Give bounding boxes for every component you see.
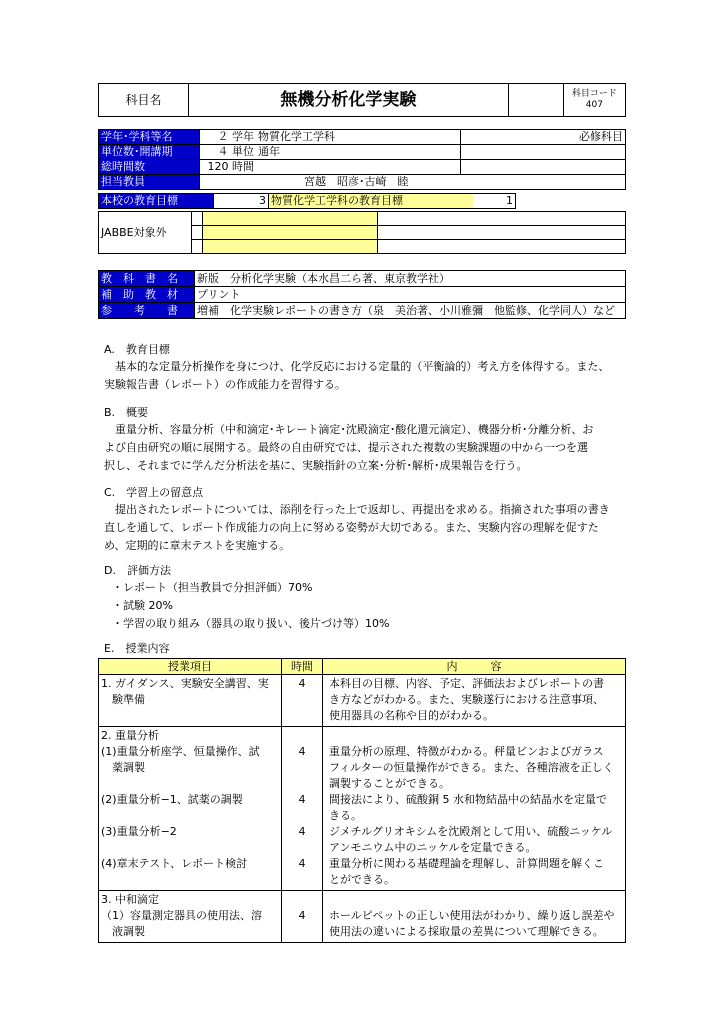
section-d-line: ・レポート（担当教員で分担評価）70%: [112, 581, 313, 594]
schedule-item-line: 験準備: [101, 693, 145, 706]
schedule-table: [98, 658, 626, 943]
info-table: [98, 129, 626, 190]
books-table: [98, 270, 626, 319]
supplement-label: 補 助 教 材: [99, 287, 195, 303]
schedule-hours: [282, 727, 323, 891]
schedule-content-line: 使用器具の名称や目的がわかる。: [329, 709, 494, 722]
section-d-line: ・学習の取り組み（器具の取り扱い、後片づけ等）10%: [112, 617, 390, 630]
dept-goal-value: 1: [473, 194, 516, 209]
schedule-header-item: 授業項目: [99, 659, 282, 675]
schedule-hours: 4: [282, 675, 323, 727]
spacer: [101, 776, 279, 792]
subject-code-label: 科目コード: [571, 89, 617, 99]
jabbe-cell: [203, 212, 378, 226]
section-c-title: C. 学習上の留意点: [104, 486, 204, 499]
table-row: [99, 675, 626, 727]
textbook-value: 新版 分析化学実験（本水昌二ら著、東京教学社）: [195, 271, 626, 287]
spacer: [329, 728, 621, 744]
spacer: [101, 808, 279, 824]
spacer: [329, 892, 621, 908]
subject-title: 無機分析化学実験: [189, 84, 509, 117]
jabbe-cell: [192, 212, 203, 226]
schedule-hours-line: 4: [298, 909, 306, 922]
section-d-title: D. 評価方法: [104, 564, 171, 577]
spacer: [284, 760, 320, 792]
schedule-content-line: 調製することができる。: [329, 777, 450, 790]
schedule-hours-line: 4: [298, 857, 306, 870]
info-label-hours: 総時間数: [99, 160, 200, 175]
spacer: [284, 840, 320, 856]
info-grade-value: ２ 学年: [200, 130, 257, 145]
goals-table: [98, 193, 516, 209]
jabbe-cell: [378, 240, 626, 254]
section-c-line: 提出されたレポートについては、添削を行った上で返却し、再提出を求める。指摘された事項の書き: [104, 503, 610, 516]
schedule-item-line: （1）容量測定器具の使用法、溶: [101, 909, 262, 922]
section-a-body: [104, 358, 624, 394]
section-e-title: E. 授業内容: [104, 642, 170, 655]
section-a-title: A. 教育目標: [104, 343, 170, 356]
info-required-badge: 必修科目: [461, 130, 626, 145]
schedule-content-line: アンモニウム中のニッケルを定量できる。: [329, 841, 537, 854]
section-a-line: 基本的な定量分析操作を身につけ、化学反応における定量的（平衡論的）考え方を体得する。また、: [104, 360, 610, 373]
supplement-value: プリント: [195, 287, 626, 303]
schedule-hours-line: 4: [298, 825, 306, 838]
section-b-title: B. 概要: [104, 406, 149, 419]
schedule-item-line: 1. ガイダンス、実験安全講習、実: [101, 677, 269, 690]
school-goal-label: 本校の教育目標: [99, 194, 214, 209]
schedule-item-line: 2. 重量分析: [101, 729, 159, 742]
info-label-teacher: 担当教員: [99, 175, 200, 190]
jabbe-cell: [203, 226, 378, 240]
section-c-line: め、定期的に章末テストを実施する。: [104, 539, 291, 552]
spacer: [284, 728, 320, 744]
reference-value: 増補 化学実験レポートの書き方（泉 美治著、小川雅彌 他監修、化学同人）など: [195, 303, 626, 319]
schedule-content-line: きる。: [329, 809, 362, 822]
section-b-line: よび自由研究の順に展開する。最終の自由研究では、提示された複数の実験課題の中から一つを選: [104, 441, 588, 454]
schedule-item: [99, 727, 282, 891]
schedule-content-line: ジメチルグリオキシムを沈殿剤として用い、硫酸ニッケル: [329, 825, 613, 838]
spacer: [284, 808, 320, 824]
schedule-header-content: 内 容: [323, 659, 626, 675]
table-row: [99, 891, 626, 943]
schedule-content-line: 使用法の違いによる採取量の差異について理解できる。: [329, 925, 604, 938]
schedule-item-line: (2)重量分析−1、試薬の調製: [101, 793, 243, 806]
jabbe-label: JABBE対象外: [99, 212, 192, 254]
info-label-grade: 学年･学科等名: [99, 130, 200, 145]
schedule-hours-line: 4: [298, 745, 306, 758]
jabbe-cell: [192, 226, 203, 240]
schedule-hours: [282, 891, 323, 943]
jabbe-table: [98, 211, 626, 254]
schedule-content-line: 間接法により、硫酸銅 5 水和物結晶中の結晶水を定量で: [329, 793, 607, 806]
info-teacher-value: 宮越 昭彦･古崎 睦: [200, 175, 626, 190]
section-c-line: 直しを通して、レポート作成能力の向上に努める姿勢が大切である。また、実験内容の理解を促すた: [104, 521, 599, 534]
spacer: [284, 892, 320, 908]
school-goal-value: 3: [214, 194, 269, 209]
section-d-body: [112, 579, 632, 633]
schedule-item-line: (4)章末テスト、レポート検討: [101, 857, 248, 870]
schedule-item: [99, 891, 282, 943]
info-label-credits: 単位数･開講期: [99, 145, 200, 160]
schedule-content-line: 重量分析に関わる基礎理論を理解し、計算問題を解くこ: [329, 857, 604, 870]
schedule-item-line: 薬調製: [101, 761, 145, 774]
info-hours-value: 120 時間: [200, 160, 257, 175]
spacer: [101, 840, 279, 856]
schedule-item-line: 3. 中和滴定: [101, 893, 159, 906]
info-empty: [461, 145, 626, 160]
section-b-body: [104, 421, 624, 475]
dept-goal-label: 物質化学工学科の教育目標: [269, 194, 474, 209]
info-credits-value: ４ 単位: [200, 145, 257, 160]
info-term-value: 通年: [256, 145, 461, 160]
table-row: [99, 727, 626, 891]
schedule-content: [323, 675, 626, 727]
schedule-header-hours: 時間: [282, 659, 323, 675]
schedule-content-line: フィルターの恒量操作ができる。また、各種溶液を正しく: [329, 761, 614, 774]
schedule-hours-line: 4: [298, 793, 306, 806]
info-dept-value: 物質化学工学科: [256, 130, 461, 145]
schedule-item: [99, 675, 282, 727]
schedule-item-line: (3)重量分析−2: [101, 825, 177, 838]
subject-code-value: 407: [585, 100, 603, 110]
section-b-line: 択し、それまでに学んだ分析法を基に、実験指針の立案･分析･解析･成果報告を行う。: [104, 459, 528, 472]
subject-code-cell: [563, 84, 625, 117]
schedule-item-line: (1)重量分析座学、恒量操作、試: [101, 745, 260, 758]
section-d-line: ・試験 20%: [112, 599, 173, 612]
schedule-content-line: き方などがわかる。また、実験遂行における注意事項、: [329, 693, 604, 706]
schedule-content-line: 重量分析の原理、特徴がわかる。秤量ビンおよびガラス: [329, 745, 604, 758]
info-empty: [256, 160, 461, 175]
jabbe-cell: [192, 240, 203, 254]
subject-name-label: 科目名: [99, 84, 189, 117]
schedule-item-line: 液調製: [101, 925, 145, 938]
jabbe-cell: [378, 212, 626, 226]
info-empty: [461, 160, 626, 175]
schedule-content: [323, 891, 626, 943]
schedule-content-line: とができる。: [329, 873, 395, 886]
textbook-label: 教 科 書 名: [99, 271, 195, 287]
header-empty-cell: [508, 84, 563, 117]
schedule-content-line: ホールピペットの正しい使用法がわかり、繰り返し誤差や: [329, 909, 615, 922]
schedule-content-line: 本科目の目標、内容、予定、評価法およびレポートの書: [329, 677, 604, 690]
jabbe-cell: [378, 226, 626, 240]
reference-label: 参 考 書: [99, 303, 195, 319]
section-a-line: 実験報告書（レポート）の作成能力を習得する。: [104, 378, 346, 391]
jabbe-cell: [203, 240, 378, 254]
schedule-content: [323, 727, 626, 891]
spacer: [101, 872, 279, 888]
section-c-body: [104, 501, 624, 555]
section-b-line: 重量分析、容量分析（中和滴定･キレート滴定･沈殿滴定･酸化還元滴定）、機器分析･分離分析、お: [104, 423, 594, 436]
header-table: [98, 83, 626, 117]
